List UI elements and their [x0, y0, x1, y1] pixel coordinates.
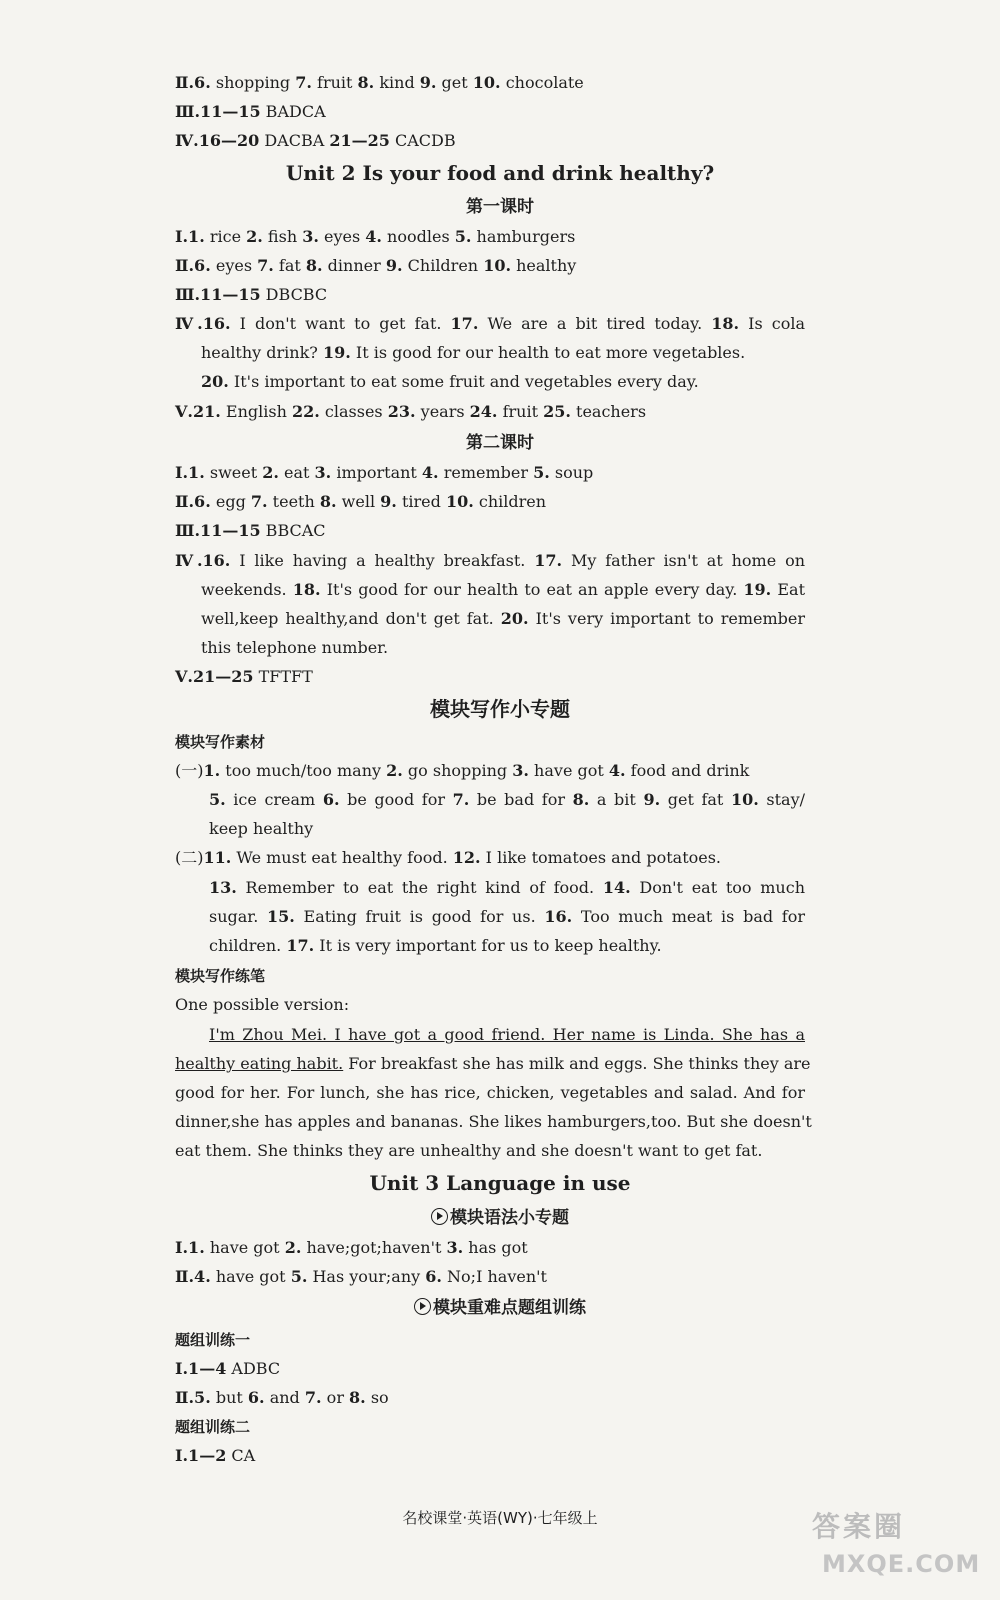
unit-title: Unit 2 Is your food and drink healthy? — [285, 161, 715, 185]
essay-intro: One possible version: — [175, 995, 350, 1014]
circle-arrow-icon — [431, 1208, 448, 1225]
answer-line: Ⅱ.6. eyes 7. fat 8. dinner 9. Children 10. healthy — [175, 256, 577, 275]
answer-line: Ⅰ.1. rice 2. fish 3. eyes 4. noodles 5. hamburgers — [175, 227, 576, 246]
answer-line: weekends. 18. It's good for our health to eat an apple every day. 19. Eat — [201, 580, 806, 599]
unit-title: Unit 3 Language in use — [369, 1171, 631, 1195]
essay-line: I'm Zhou Mei. I have got a good friend. Her name is Linda. She has a — [209, 1025, 805, 1044]
answer-line: Ⅳ.16—20 DACBA 21—25 CACDB — [175, 131, 456, 150]
essay-line: good for her. For lunch, she has rice, chicken, vegetables and salad. And for — [175, 1083, 805, 1102]
answer-line: keep healthy — [209, 819, 314, 838]
lesson-title: 第二课时 — [466, 433, 534, 453]
answer-line: Ⅴ.21—25 TFTFT — [175, 667, 313, 686]
circle-arrow-icon — [414, 1298, 431, 1315]
answer-line: Ⅰ.1—4 ADBC — [175, 1359, 281, 1378]
watermark-url: MXQE.COM — [822, 1550, 981, 1578]
section-heading: 模块写作练笔 — [175, 967, 266, 985]
module-title: 模块写作小专题 — [430, 697, 570, 721]
answer-line: this telephone number. — [201, 638, 389, 657]
answer-line: Ⅱ.6. egg 7. teeth 8. well 9. tired 10. children — [175, 492, 547, 511]
answer-line: Ⅱ.4. have got 5. Has your;any 6. No;I haven't — [175, 1267, 547, 1286]
answer-line: Ⅰ.1. have got 2. have;got;haven't 3. has got — [175, 1238, 528, 1257]
section-heading: 模块写作素材 — [175, 733, 266, 751]
answer-line: Ⅳ.16. I like having a healthy breakfast. 17. My father isn't at home on — [175, 551, 806, 570]
answer-line: (一)1. too much/too many 2. go shopping 3. have got 4. food and drink — [175, 761, 750, 780]
grammar-heading: 模块语法小专题 — [0, 1207, 1000, 1229]
answer-line: healthy drink? 19. It is good for our health to eat more vegetables. — [201, 343, 746, 362]
answer-line: Ⅱ.6. shopping 7. fruit 8. kind 9. get 10. chocolate — [175, 73, 584, 92]
essay-line: eat them. She thinks they are unhealthy and she doesn't want to get fat. — [175, 1141, 763, 1160]
lesson-title: 第一课时 — [466, 197, 534, 217]
answer-line: 20. It's important to eat some fruit and vegetables every day. — [201, 372, 699, 391]
answer-line: Ⅰ.1. sweet 2. eat 3. important 4. remember 5. soup — [175, 463, 594, 482]
answer-line: Ⅴ.21. English 22. classes 23. years 24. fruit 25. teachers — [175, 402, 647, 421]
page-footer: 名校课堂·英语(WY)·七年级上 — [402, 1509, 598, 1527]
answer-line: Ⅱ.5. but 6. and 7. or 8. so — [175, 1388, 389, 1407]
answer-line: Ⅰ.1—2 CA — [175, 1446, 256, 1465]
answer-line: children. 17. It is very important for us to keep healthy. — [209, 936, 662, 955]
section-heading: 题组训练二 — [175, 1418, 251, 1436]
answer-line: 5. ice cream 6. be good for 7. be bad for 8. a bit 9. get fat 10. stay/ — [209, 790, 806, 809]
essay-line: dinner,she has apples and bananas. She likes hamburgers,too. But she doesn't — [175, 1112, 812, 1131]
training-heading: 模块重难点题组训练 — [0, 1297, 1000, 1319]
answer-line: sugar. 15. Eating fruit is good for us. 16. Too much meat is bad for — [209, 907, 806, 926]
answer-line: (二)11. We must eat healthy food. 12. I like tomatoes and potatoes. — [175, 848, 722, 867]
essay-line: healthy eating habit. For breakfast she has milk and eggs. She thinks they are — [175, 1054, 811, 1073]
answer-line: Ⅳ.16. I don't want to get fat. 17. We are a bit tired today. 18. Is cola — [175, 314, 806, 333]
section-heading: 题组训练一 — [175, 1331, 251, 1349]
answer-line: 13. Remember to eat the right kind of food. 14. Don't eat too much — [209, 878, 805, 897]
answer-line: Ⅲ.11—15 BADCA — [175, 102, 326, 121]
answer-line: Ⅲ.11—15 DBCBC — [175, 285, 328, 304]
answer-line: Ⅲ.11—15 BBCAC — [175, 521, 326, 540]
answer-line: well,keep healthy,and don't get fat. 20. It's very important to remember — [201, 609, 805, 628]
watermark-logo: 答案圈 — [812, 1510, 906, 1543]
